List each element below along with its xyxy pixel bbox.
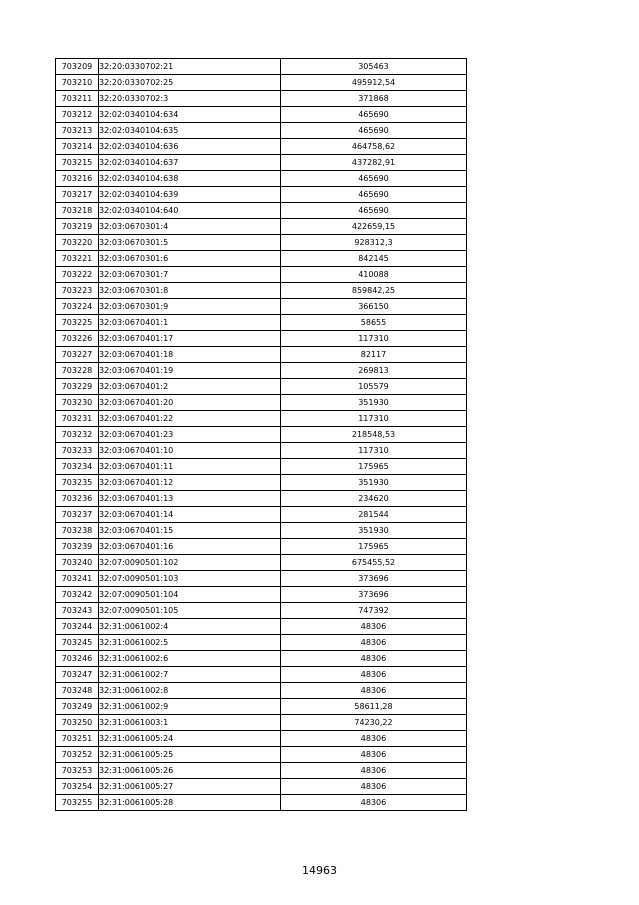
cadastral-number-cell: 32:03:0670401:12 bbox=[99, 475, 281, 491]
cadastral-value-cell: 48306 bbox=[281, 747, 467, 763]
table-row bbox=[56, 203, 467, 219]
table-body bbox=[56, 59, 467, 811]
cadastral-number-cell: 32:20:0330702:25 bbox=[99, 75, 281, 91]
cadastral-number-cell: 32:31:0061002:7 bbox=[99, 667, 281, 683]
cadastral-number-cell: 32:03:0670401:15 bbox=[99, 523, 281, 539]
cadastral-value-cell: 48306 bbox=[281, 683, 467, 699]
cadastral-number-cell: 32:03:0670301:6 bbox=[99, 251, 281, 267]
cadastral-value-cell: 464758,62 bbox=[281, 139, 467, 155]
cadastral-number-cell: 32:31:0061002:4 bbox=[99, 619, 281, 635]
cadastral-number-cell: 32:31:0061005:28 bbox=[99, 795, 281, 811]
table-row bbox=[56, 699, 467, 715]
cadastral-number-cell: 32:03:0670301:9 bbox=[99, 299, 281, 315]
cadastral-value-cell: 410088 bbox=[281, 267, 467, 283]
cadastral-value-cell: 351930 bbox=[281, 395, 467, 411]
cadastral-value-cell: 928312,3 bbox=[281, 235, 467, 251]
row-id-cell: 703220 bbox=[56, 235, 99, 251]
row-id-cell: 703253 bbox=[56, 763, 99, 779]
cadastral-value-cell: 48306 bbox=[281, 795, 467, 811]
table-row bbox=[56, 299, 467, 315]
row-id-cell: 703255 bbox=[56, 795, 99, 811]
cadastral-value-cell: 117310 bbox=[281, 331, 467, 347]
row-id-cell: 703217 bbox=[56, 187, 99, 203]
row-id-cell: 703231 bbox=[56, 411, 99, 427]
row-id-cell: 703225 bbox=[56, 315, 99, 331]
row-id-cell: 703227 bbox=[56, 347, 99, 363]
cadastral-number-cell: 32:31:0061005:25 bbox=[99, 747, 281, 763]
cadastral-value-cell: 465690 bbox=[281, 123, 467, 139]
row-id-cell: 703221 bbox=[56, 251, 99, 267]
row-id-cell: 703251 bbox=[56, 731, 99, 747]
row-id-cell: 703224 bbox=[56, 299, 99, 315]
cadastral-number-cell: 32:07:0090501:104 bbox=[99, 587, 281, 603]
table-row bbox=[56, 667, 467, 683]
cadastral-value-cell: 105579 bbox=[281, 379, 467, 395]
cadastral-value-cell: 366150 bbox=[281, 299, 467, 315]
table-row bbox=[56, 539, 467, 555]
table-row bbox=[56, 123, 467, 139]
cadastral-number-cell: 32:02:0340104:639 bbox=[99, 187, 281, 203]
table-row bbox=[56, 331, 467, 347]
cadastral-value-cell: 175965 bbox=[281, 459, 467, 475]
table-row bbox=[56, 347, 467, 363]
cadastral-value-cell: 48306 bbox=[281, 667, 467, 683]
table-row bbox=[56, 747, 467, 763]
table-row bbox=[56, 555, 467, 571]
cadastral-number-cell: 32:02:0340104:635 bbox=[99, 123, 281, 139]
cadastral-number-cell: 32:31:0061003:1 bbox=[99, 715, 281, 731]
cadastral-number-cell: 32:07:0090501:103 bbox=[99, 571, 281, 587]
cadastral-number-cell: 32:03:0670401:1 bbox=[99, 315, 281, 331]
cadastral-value-cell: 859842,25 bbox=[281, 283, 467, 299]
table-row bbox=[56, 779, 467, 795]
row-id-cell: 703237 bbox=[56, 507, 99, 523]
row-id-cell: 703254 bbox=[56, 779, 99, 795]
row-id-cell: 703216 bbox=[56, 171, 99, 187]
cadastral-value-cell: 48306 bbox=[281, 763, 467, 779]
cadastral-value-cell: 269813 bbox=[281, 363, 467, 379]
cadastral-value-cell: 234620 bbox=[281, 491, 467, 507]
table-row bbox=[56, 411, 467, 427]
row-id-cell: 703229 bbox=[56, 379, 99, 395]
cadastral-value-cell: 675455,52 bbox=[281, 555, 467, 571]
cadastral-value-cell: 351930 bbox=[281, 523, 467, 539]
cadastral-value-cell: 48306 bbox=[281, 619, 467, 635]
cadastral-value-cell: 48306 bbox=[281, 731, 467, 747]
cadastral-value-cell: 305463 bbox=[281, 59, 467, 75]
cadastral-number-cell: 32:03:0670401:14 bbox=[99, 507, 281, 523]
row-id-cell: 703239 bbox=[56, 539, 99, 555]
cadastral-number-cell: 32:03:0670401:19 bbox=[99, 363, 281, 379]
table-row bbox=[56, 187, 467, 203]
table-row bbox=[56, 475, 467, 491]
cadastral-value-cell: 465690 bbox=[281, 187, 467, 203]
row-id-cell: 703218 bbox=[56, 203, 99, 219]
row-id-cell: 703222 bbox=[56, 267, 99, 283]
table-row bbox=[56, 91, 467, 107]
cadastral-number-cell: 32:03:0670301:8 bbox=[99, 283, 281, 299]
row-id-cell: 703248 bbox=[56, 683, 99, 699]
row-id-cell: 703233 bbox=[56, 443, 99, 459]
cadastral-number-cell: 32:02:0340104:638 bbox=[99, 171, 281, 187]
table-row bbox=[56, 635, 467, 651]
cadastral-value-cell: 281544 bbox=[281, 507, 467, 523]
row-id-cell: 703243 bbox=[56, 603, 99, 619]
row-id-cell: 703223 bbox=[56, 283, 99, 299]
table-row bbox=[56, 107, 467, 123]
cadastral-value-table bbox=[55, 58, 467, 811]
row-id-cell: 703252 bbox=[56, 747, 99, 763]
cadastral-value-cell: 48306 bbox=[281, 635, 467, 651]
cadastral-number-cell: 32:03:0670401:11 bbox=[99, 459, 281, 475]
table-row bbox=[56, 523, 467, 539]
row-id-cell: 703242 bbox=[56, 587, 99, 603]
row-id-cell: 703236 bbox=[56, 491, 99, 507]
row-id-cell: 703249 bbox=[56, 699, 99, 715]
row-id-cell: 703247 bbox=[56, 667, 99, 683]
row-id-cell: 703241 bbox=[56, 571, 99, 587]
row-id-cell: 703213 bbox=[56, 123, 99, 139]
cadastral-value-cell: 58655 bbox=[281, 315, 467, 331]
cadastral-number-cell: 32:02:0340104:640 bbox=[99, 203, 281, 219]
cadastral-number-cell: 32:03:0670301:7 bbox=[99, 267, 281, 283]
table-row bbox=[56, 715, 467, 731]
row-id-cell: 703211 bbox=[56, 91, 99, 107]
cadastral-number-cell: 32:03:0670301:5 bbox=[99, 235, 281, 251]
row-id-cell: 703238 bbox=[56, 523, 99, 539]
cadastral-value-cell: 48306 bbox=[281, 651, 467, 667]
cadastral-number-cell: 32:31:0061002:9 bbox=[99, 699, 281, 715]
row-id-cell: 703228 bbox=[56, 363, 99, 379]
cadastral-value-cell: 422659,15 bbox=[281, 219, 467, 235]
table-row bbox=[56, 603, 467, 619]
cadastral-value-cell: 175965 bbox=[281, 539, 467, 555]
row-id-cell: 703232 bbox=[56, 427, 99, 443]
row-id-cell: 703250 bbox=[56, 715, 99, 731]
cadastral-number-cell: 32:31:0061002:6 bbox=[99, 651, 281, 667]
table-row bbox=[56, 155, 467, 171]
table-row bbox=[56, 139, 467, 155]
row-id-cell: 703215 bbox=[56, 155, 99, 171]
table-row bbox=[56, 315, 467, 331]
table-row bbox=[56, 251, 467, 267]
cadastral-number-cell: 32:31:0061005:27 bbox=[99, 779, 281, 795]
cadastral-number-cell: 32:03:0670401:18 bbox=[99, 347, 281, 363]
cadastral-value-cell: 371868 bbox=[281, 91, 467, 107]
cadastral-value-cell: 74230,22 bbox=[281, 715, 467, 731]
table-row bbox=[56, 219, 467, 235]
table-row bbox=[56, 171, 467, 187]
row-id-cell: 703244 bbox=[56, 619, 99, 635]
cadastral-value-cell: 117310 bbox=[281, 411, 467, 427]
cadastral-value-cell: 747392 bbox=[281, 603, 467, 619]
row-id-cell: 703235 bbox=[56, 475, 99, 491]
table-row bbox=[56, 59, 467, 75]
table-row bbox=[56, 75, 467, 91]
cadastral-number-cell: 32:03:0670401:23 bbox=[99, 427, 281, 443]
cadastral-value-cell: 842145 bbox=[281, 251, 467, 267]
cadastral-value-cell: 373696 bbox=[281, 571, 467, 587]
cadastral-value-cell: 437282,91 bbox=[281, 155, 467, 171]
cadastral-number-cell: 32:07:0090501:105 bbox=[99, 603, 281, 619]
cadastral-number-cell: 32:02:0340104:637 bbox=[99, 155, 281, 171]
cadastral-number-cell: 32:31:0061005:24 bbox=[99, 731, 281, 747]
cadastral-value-cell: 465690 bbox=[281, 107, 467, 123]
table-row bbox=[56, 795, 467, 811]
cadastral-number-cell: 32:20:0330702:3 bbox=[99, 91, 281, 107]
cadastral-number-cell: 32:03:0670401:10 bbox=[99, 443, 281, 459]
table-row bbox=[56, 235, 467, 251]
row-id-cell: 703212 bbox=[56, 107, 99, 123]
table-row bbox=[56, 283, 467, 299]
page-number: 14963 bbox=[302, 864, 337, 877]
table-row bbox=[56, 379, 467, 395]
cadastral-number-cell: 32:03:0670401:13 bbox=[99, 491, 281, 507]
table-row bbox=[56, 507, 467, 523]
row-id-cell: 703209 bbox=[56, 59, 99, 75]
cadastral-number-cell: 32:20:0330702:21 bbox=[99, 59, 281, 75]
row-id-cell: 703226 bbox=[56, 331, 99, 347]
cadastral-number-cell: 32:03:0670401:2 bbox=[99, 379, 281, 395]
table-row bbox=[56, 427, 467, 443]
row-id-cell: 703246 bbox=[56, 651, 99, 667]
row-id-cell: 703230 bbox=[56, 395, 99, 411]
cadastral-number-cell: 32:03:0670301:4 bbox=[99, 219, 281, 235]
row-id-cell: 703219 bbox=[56, 219, 99, 235]
table-row bbox=[56, 731, 467, 747]
cadastral-number-cell: 32:03:0670401:17 bbox=[99, 331, 281, 347]
table-row bbox=[56, 363, 467, 379]
table-row bbox=[56, 267, 467, 283]
cadastral-number-cell: 32:31:0061002:5 bbox=[99, 635, 281, 651]
table-row bbox=[56, 459, 467, 475]
cadastral-value-cell: 495912,54 bbox=[281, 75, 467, 91]
cadastral-value-cell: 117310 bbox=[281, 443, 467, 459]
cadastral-value-cell: 465690 bbox=[281, 171, 467, 187]
table-row bbox=[56, 651, 467, 667]
row-id-cell: 703234 bbox=[56, 459, 99, 475]
table-row bbox=[56, 587, 467, 603]
row-id-cell: 703240 bbox=[56, 555, 99, 571]
table-row bbox=[56, 619, 467, 635]
row-id-cell: 703245 bbox=[56, 635, 99, 651]
table-row bbox=[56, 571, 467, 587]
cadastral-number-cell: 32:03:0670401:22 bbox=[99, 411, 281, 427]
cadastral-number-cell: 32:31:0061005:26 bbox=[99, 763, 281, 779]
cadastral-number-cell: 32:03:0670401:20 bbox=[99, 395, 281, 411]
table-row bbox=[56, 683, 467, 699]
cadastral-number-cell: 32:07:0090501:102 bbox=[99, 555, 281, 571]
cadastral-value-cell: 465690 bbox=[281, 203, 467, 219]
cadastral-number-cell: 32:02:0340104:634 bbox=[99, 107, 281, 123]
row-id-cell: 703214 bbox=[56, 139, 99, 155]
cadastral-number-cell: 32:02:0340104:636 bbox=[99, 139, 281, 155]
table-row bbox=[56, 763, 467, 779]
cadastral-value-cell: 373696 bbox=[281, 587, 467, 603]
table-row bbox=[56, 395, 467, 411]
table-row bbox=[56, 491, 467, 507]
cadastral-number-cell: 32:03:0670401:16 bbox=[99, 539, 281, 555]
cadastral-value-cell: 48306 bbox=[281, 779, 467, 795]
cadastral-value-cell: 58611,28 bbox=[281, 699, 467, 715]
cadastral-value-cell: 82117 bbox=[281, 347, 467, 363]
table-row bbox=[56, 443, 467, 459]
row-id-cell: 703210 bbox=[56, 75, 99, 91]
cadastral-value-cell: 351930 bbox=[281, 475, 467, 491]
cadastral-value-cell: 218548,53 bbox=[281, 427, 467, 443]
cadastral-number-cell: 32:31:0061002:8 bbox=[99, 683, 281, 699]
